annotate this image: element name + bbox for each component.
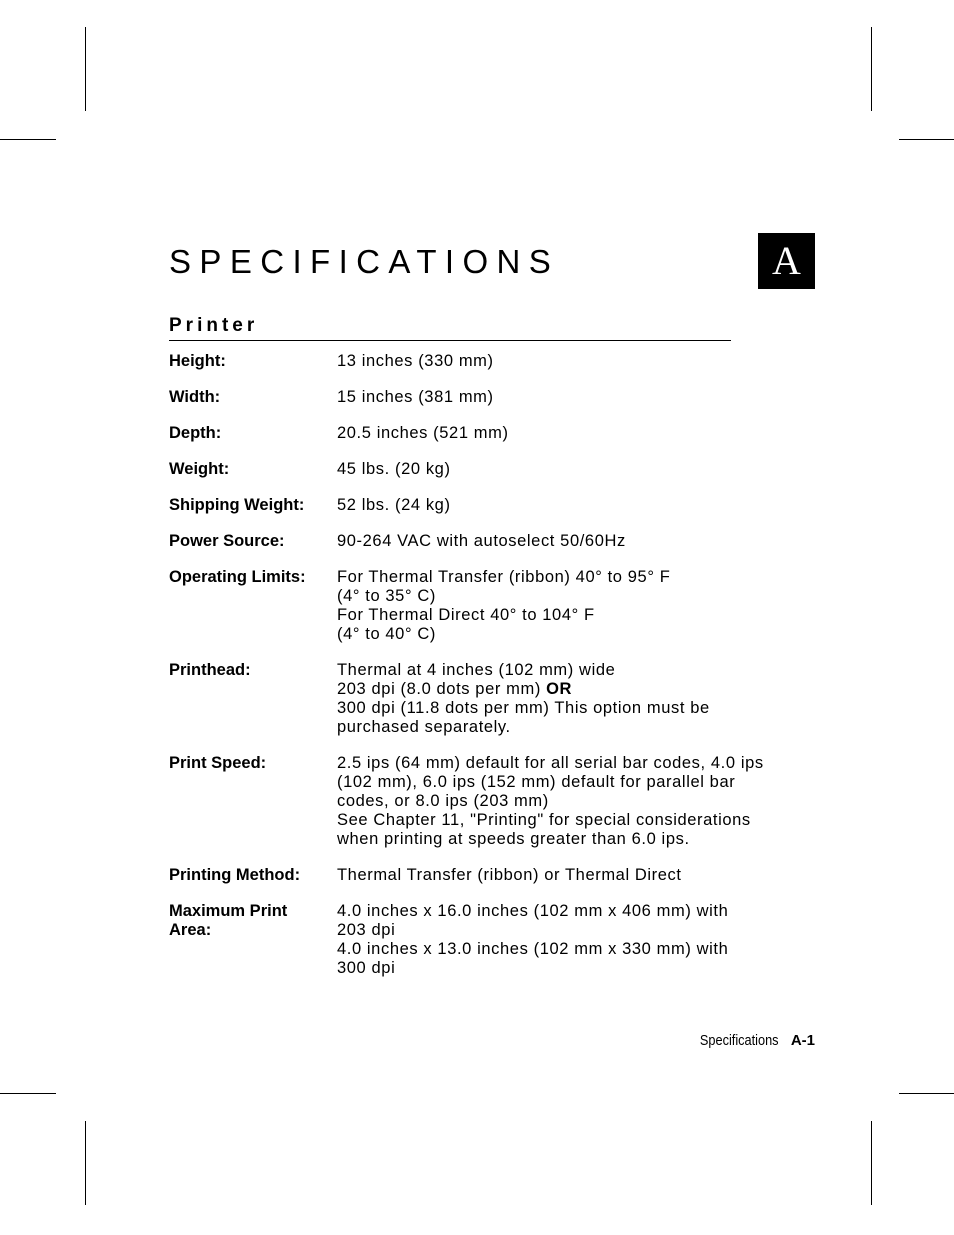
- spec-label: Weight:: [169, 460, 230, 478]
- spec-value-line: purchased separately.: [337, 718, 511, 736]
- spec-value-line: For Thermal Transfer (ribbon) 40° to 95° F: [337, 568, 671, 586]
- emphasis-or: OR: [546, 680, 573, 698]
- spec-value-line: 45 lbs. (20 kg): [337, 460, 451, 478]
- section-heading: Printer: [169, 315, 259, 336]
- spec-value: [337, 532, 809, 551]
- spec-label: Printing Method:: [169, 866, 301, 884]
- spec-value-line: 203 dpi: [337, 921, 396, 939]
- spec-value-line: (4° to 35° C): [337, 587, 436, 605]
- spec-value: [337, 388, 809, 407]
- crop-mark-bottom-left-horizontal: [0, 1093, 56, 1094]
- spec-value: [337, 866, 809, 885]
- spec-label: Power Source:: [169, 532, 285, 550]
- spec-value-line: 300 dpi: [337, 959, 396, 977]
- crop-mark-bottom-right-horizontal: [899, 1093, 954, 1094]
- footer-section-name: Specifications: [700, 1032, 779, 1049]
- spec-value: [337, 902, 809, 978]
- crop-mark-bottom-right-vertical: [871, 1121, 872, 1205]
- spec-row-maximum-print-area: [169, 902, 809, 978]
- spec-value-line: (102 mm), 6.0 ips (152 mm) default for parallel bar: [337, 773, 736, 791]
- spec-label: Depth:: [169, 424, 222, 442]
- spec-label: [169, 902, 337, 978]
- spec-value-line: Thermal Transfer (ribbon) or Thermal Direct: [337, 866, 682, 884]
- spec-value-line: when printing at speeds greater than 6.0 ips.: [337, 830, 690, 848]
- spec-value: [337, 496, 809, 515]
- spec-label-line: Maximum Print: [169, 902, 288, 920]
- spec-value-line: (4° to 40° C): [337, 625, 436, 643]
- spec-label: Shipping Weight:: [169, 496, 305, 514]
- spec-value-line: 4.0 inches x 16.0 inches (102 mm x 406 mm) with: [337, 902, 729, 920]
- spec-row-printhead: [169, 661, 809, 737]
- crop-mark-top-left-vertical: [85, 27, 86, 111]
- spec-value-line: For Thermal Direct 40° to 104° F: [337, 606, 595, 624]
- spec-label: Height:: [169, 352, 226, 370]
- spec-value-line: 4.0 inches x 13.0 inches (102 mm x 330 mm) with: [337, 940, 729, 958]
- spec-value: [337, 352, 809, 371]
- spec-value-text: 203 dpi (8.0 dots per mm): [337, 680, 541, 698]
- spec-value-line: 20.5 inches (521 mm): [337, 424, 509, 442]
- spec-value-line: 90-264 VAC with autoselect 50/60Hz: [337, 532, 626, 550]
- spec-row-shipping-weight: [169, 496, 809, 515]
- footer-page-number: A-1: [790, 1032, 815, 1049]
- spec-value-line-with-emphasis: [337, 680, 809, 699]
- spec-value: [337, 754, 809, 849]
- spec-label: Print Speed:: [169, 754, 267, 772]
- spec-row-printing-method: [169, 866, 809, 885]
- spec-value-line: See Chapter 11, "Printing" for special considerations: [337, 811, 751, 829]
- spec-row-weight: [169, 460, 809, 479]
- spec-row-depth: [169, 424, 809, 443]
- spec-label: Printhead:: [169, 661, 251, 679]
- spec-value: [337, 424, 809, 443]
- crop-mark-top-right-vertical: [871, 27, 872, 111]
- spec-value: [337, 460, 809, 479]
- spec-label: Width:: [169, 388, 221, 406]
- crop-mark-top-right-horizontal: [899, 139, 954, 140]
- crop-mark-top-left-horizontal: [0, 139, 56, 140]
- spec-list: [169, 352, 809, 995]
- chapter-tab-badge: A: [758, 233, 815, 289]
- spec-row-print-speed: [169, 754, 809, 849]
- spec-value-line: 13 inches (330 mm): [337, 352, 494, 370]
- spec-value: [337, 661, 809, 737]
- crop-mark-bottom-left-vertical: [85, 1121, 86, 1205]
- spec-label-line: Area:: [169, 921, 212, 939]
- spec-value-line: codes, or 8.0 ips (203 mm): [337, 792, 549, 810]
- spec-value-line: 52 lbs. (24 kg): [337, 496, 451, 514]
- spec-value-line: 300 dpi (11.8 dots per mm) This option must be: [337, 699, 710, 717]
- section-divider: [169, 340, 731, 341]
- spec-value-line: 15 inches (381 mm): [337, 388, 494, 406]
- spec-value-line: Thermal at 4 inches (102 mm) wide: [337, 661, 616, 679]
- chapter-title: SPECIFICATIONS: [169, 243, 560, 280]
- spec-label: Operating Limits:: [169, 568, 306, 586]
- spec-row-power-source: [169, 532, 809, 551]
- spec-value: [337, 568, 809, 644]
- spec-row-height: [169, 352, 809, 371]
- spec-row-operating-limits: [169, 568, 809, 644]
- spec-value-line: 2.5 ips (64 mm) default for all serial bar codes, 4.0 ips: [337, 754, 764, 772]
- page-footer: [686, 1031, 815, 1051]
- spec-row-width: [169, 388, 809, 407]
